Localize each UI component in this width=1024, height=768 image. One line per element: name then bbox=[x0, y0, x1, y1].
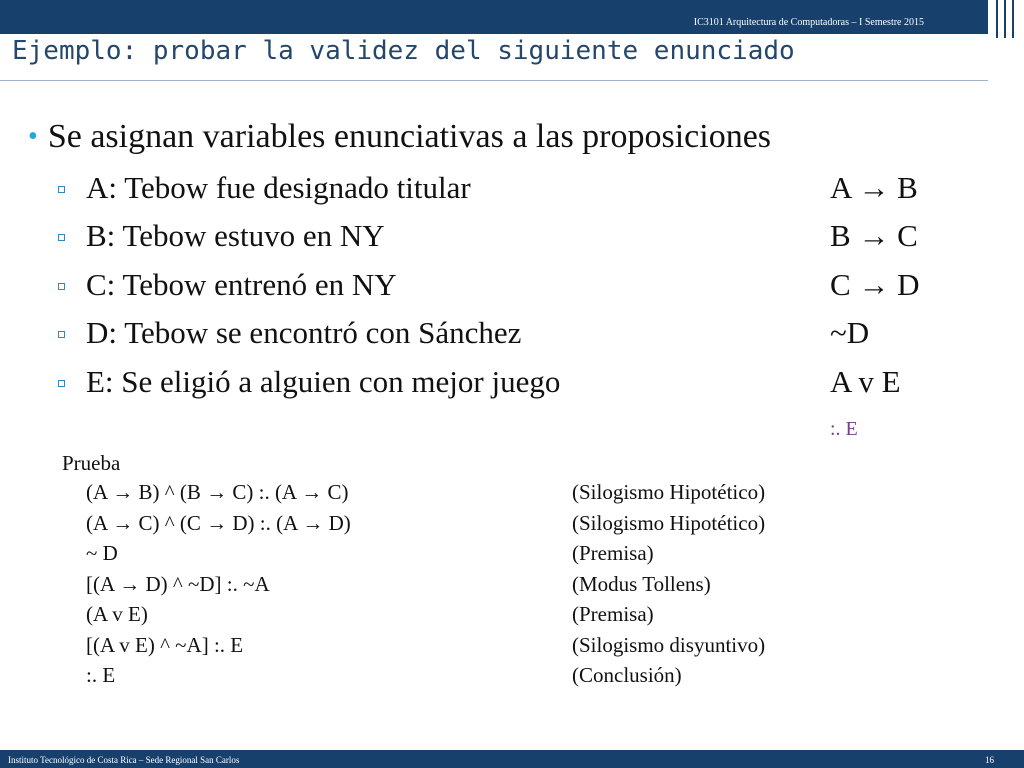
square-bullet-icon bbox=[58, 186, 65, 193]
square-bullet-icon bbox=[58, 380, 65, 387]
proof-rule: (Silogismo Hipotético) bbox=[572, 480, 766, 504]
proof-step bbox=[86, 602, 886, 633]
proposition-item bbox=[58, 364, 958, 412]
decorative-line bbox=[996, 0, 998, 38]
proof-statement: ~ D bbox=[86, 541, 118, 565]
proof-step bbox=[86, 633, 886, 664]
proof-statement: :. E bbox=[86, 663, 116, 687]
proof-statement: [(A → D) ^ ~D] :. ~A bbox=[86, 571, 270, 596]
proof-statement: [(A v E) ^ ~A] :. E bbox=[86, 632, 244, 657]
proposition-list bbox=[58, 170, 958, 412]
proposition-definition: B: Tebow estuvo en NY bbox=[86, 218, 385, 254]
slide-title: Ejemplo: probar la validez del siguiente enunciado bbox=[12, 36, 795, 66]
proposition-item bbox=[58, 218, 958, 266]
square-bullet-icon bbox=[58, 331, 65, 338]
proof-step bbox=[86, 511, 886, 542]
proposition-item bbox=[58, 315, 958, 363]
proof-rule: (Premisa) bbox=[572, 602, 654, 626]
decorative-line bbox=[1004, 0, 1006, 38]
proposition-definition: A: Tebow fue designado titular bbox=[86, 170, 471, 205]
bullet-icon: • bbox=[28, 121, 38, 152]
proof-step bbox=[86, 663, 886, 694]
proof-statement: (A v E) bbox=[86, 602, 148, 626]
proof-step bbox=[86, 572, 886, 603]
main-bullet-text: Se asignan variables enunciativas a las proposiciones bbox=[47, 118, 772, 155]
course-header: IC3101 Arquitectura de Computadoras – I Semestre 2015 bbox=[693, 17, 924, 28]
title-divider bbox=[0, 80, 988, 81]
proof-rule: (Silogismo disyuntivo) bbox=[572, 632, 766, 657]
square-bullet-icon bbox=[58, 234, 65, 241]
proposition-definition: E: Se eligió a alguien con mejor juego bbox=[86, 363, 561, 399]
proof-rule: (Silogismo Hipotético) bbox=[572, 510, 766, 535]
proposition-item bbox=[58, 267, 958, 315]
premise: B → C bbox=[830, 218, 918, 254]
proof-statement: (A → C) ^ (C → D) :. (A → D) bbox=[86, 510, 351, 535]
conclusion: :. E bbox=[830, 418, 858, 440]
proof-rule: (Premisa) bbox=[572, 541, 654, 565]
decorative-line bbox=[1012, 0, 1014, 38]
proposition-item bbox=[58, 170, 958, 218]
premise: A v E bbox=[830, 363, 901, 399]
proof-rule: (Modus Tollens) bbox=[572, 571, 711, 596]
proof-rule: (Conclusión) bbox=[572, 663, 682, 687]
main-bullet bbox=[28, 118, 771, 156]
proof-step bbox=[86, 480, 886, 511]
proof-heading: Prueba bbox=[62, 451, 121, 475]
premise: A → B bbox=[830, 170, 918, 205]
square-bullet-icon bbox=[58, 283, 65, 290]
premise: ~D bbox=[830, 315, 870, 351]
proof-statement: (A → B) ^ (B → C) :. (A → C) bbox=[86, 480, 349, 504]
proposition-definition: C: Tebow entrenó en NY bbox=[86, 266, 397, 302]
proof-step bbox=[86, 541, 886, 572]
footer-institution: Instituto Tecnológico de Costa Rica – Sede Regional San Carlos bbox=[8, 755, 240, 765]
premise: C → D bbox=[830, 266, 920, 302]
proposition-definition: D: Tebow se encontró con Sánchez bbox=[86, 315, 522, 351]
page-number: 16 bbox=[985, 755, 994, 765]
proof-steps bbox=[86, 480, 886, 694]
